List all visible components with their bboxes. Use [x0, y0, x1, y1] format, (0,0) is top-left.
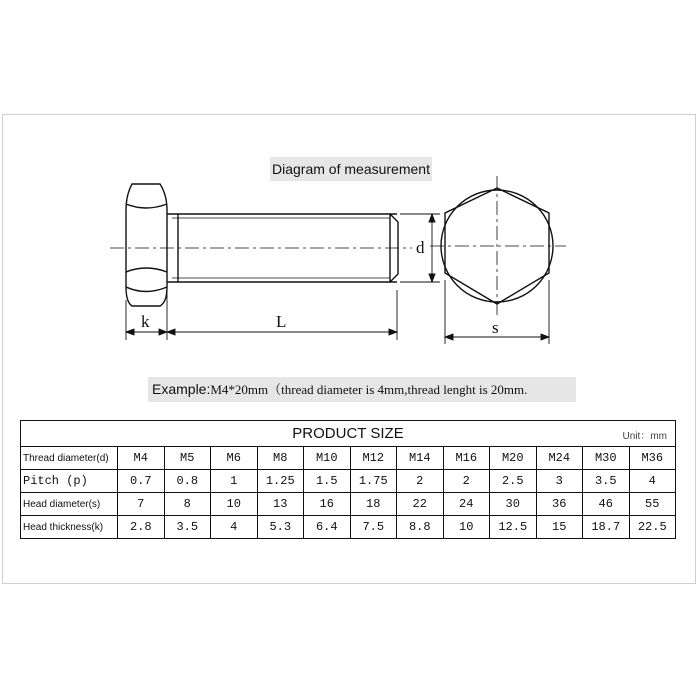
- table-cell: 3: [536, 470, 583, 493]
- table-cell: 3.5: [164, 516, 211, 539]
- table-cell: 1.75: [350, 470, 397, 493]
- table-cell: M12: [350, 447, 397, 470]
- table-cell: 1.5: [304, 470, 351, 493]
- label-s: s: [492, 318, 499, 337]
- table-cell: M5: [164, 447, 211, 470]
- table-cell: 10: [443, 516, 490, 539]
- table-cell: 22: [397, 493, 444, 516]
- table-cell: M20: [490, 447, 537, 470]
- product-size-table: [20, 420, 676, 539]
- example-text: M4*20mm（thread diameter is 4mm,thread lenght is 20mm.: [210, 382, 528, 397]
- table-cell: 24: [443, 493, 490, 516]
- label-k: k: [141, 312, 150, 331]
- table-cell: 15: [536, 516, 583, 539]
- table-cell: M10: [304, 447, 351, 470]
- row-label: Head diameter(s): [21, 493, 118, 516]
- table-row: [21, 493, 676, 516]
- bolt-head-top: [430, 176, 566, 318]
- table-cell: 2.8: [118, 516, 165, 539]
- table-title-cell: [21, 421, 676, 447]
- table-cell: 12.5: [490, 516, 537, 539]
- table-cell: 6.4: [304, 516, 351, 539]
- diagram-title: Diagram of measurement: [270, 157, 432, 181]
- table-cell: 30: [490, 493, 537, 516]
- table-cell: 46: [583, 493, 630, 516]
- table-cell: 0.8: [164, 470, 211, 493]
- table-cell: 2.5: [490, 470, 537, 493]
- example-caption: [148, 377, 576, 402]
- table-cell: 2: [397, 470, 444, 493]
- row-label: Thread diameter(d): [21, 447, 118, 470]
- row-label: Head thickness(k): [21, 516, 118, 539]
- table-cell: M16: [443, 447, 490, 470]
- table-cell: 7.5: [350, 516, 397, 539]
- table-cell: 0.7: [118, 470, 165, 493]
- table-row: [21, 516, 676, 539]
- table-cell: M4: [118, 447, 165, 470]
- table-title: PRODUCT SIZE: [292, 425, 404, 442]
- table-cell: 8.8: [397, 516, 444, 539]
- table-cell: M14: [397, 447, 444, 470]
- table-cell: 4: [211, 516, 258, 539]
- row-label: Pitch (p): [21, 470, 118, 493]
- table-cell: 36: [536, 493, 583, 516]
- table-unit: Unit：mm: [622, 431, 667, 442]
- table-cell: 4: [629, 470, 676, 493]
- table-cell: 2: [443, 470, 490, 493]
- table-cell: M36: [629, 447, 676, 470]
- table-cell: 22.5: [629, 516, 676, 539]
- label-L: L: [276, 312, 287, 331]
- table-cell: 10: [211, 493, 258, 516]
- table-title-row: [21, 421, 676, 447]
- table-cell: 13: [257, 493, 304, 516]
- table-cell: 18: [350, 493, 397, 516]
- table-cell: 5.3: [257, 516, 304, 539]
- table-cell: M6: [211, 447, 258, 470]
- example-lead: Example:: [152, 381, 211, 397]
- table-cell: M8: [257, 447, 304, 470]
- bolt-head-side: [126, 184, 167, 306]
- table-cell: 8: [164, 493, 211, 516]
- table-cell: 1.25: [257, 470, 304, 493]
- table-cell: M24: [536, 447, 583, 470]
- table-cell: M30: [583, 447, 630, 470]
- table-row: [21, 447, 676, 470]
- table-cell: 3.5: [583, 470, 630, 493]
- label-d: d: [416, 238, 425, 257]
- table-cell: 7: [118, 493, 165, 516]
- table-row: [21, 470, 676, 493]
- table-cell: 1: [211, 470, 258, 493]
- table-cell: 55: [629, 493, 676, 516]
- table-cell: 16: [304, 493, 351, 516]
- table-cell: 18.7: [583, 516, 630, 539]
